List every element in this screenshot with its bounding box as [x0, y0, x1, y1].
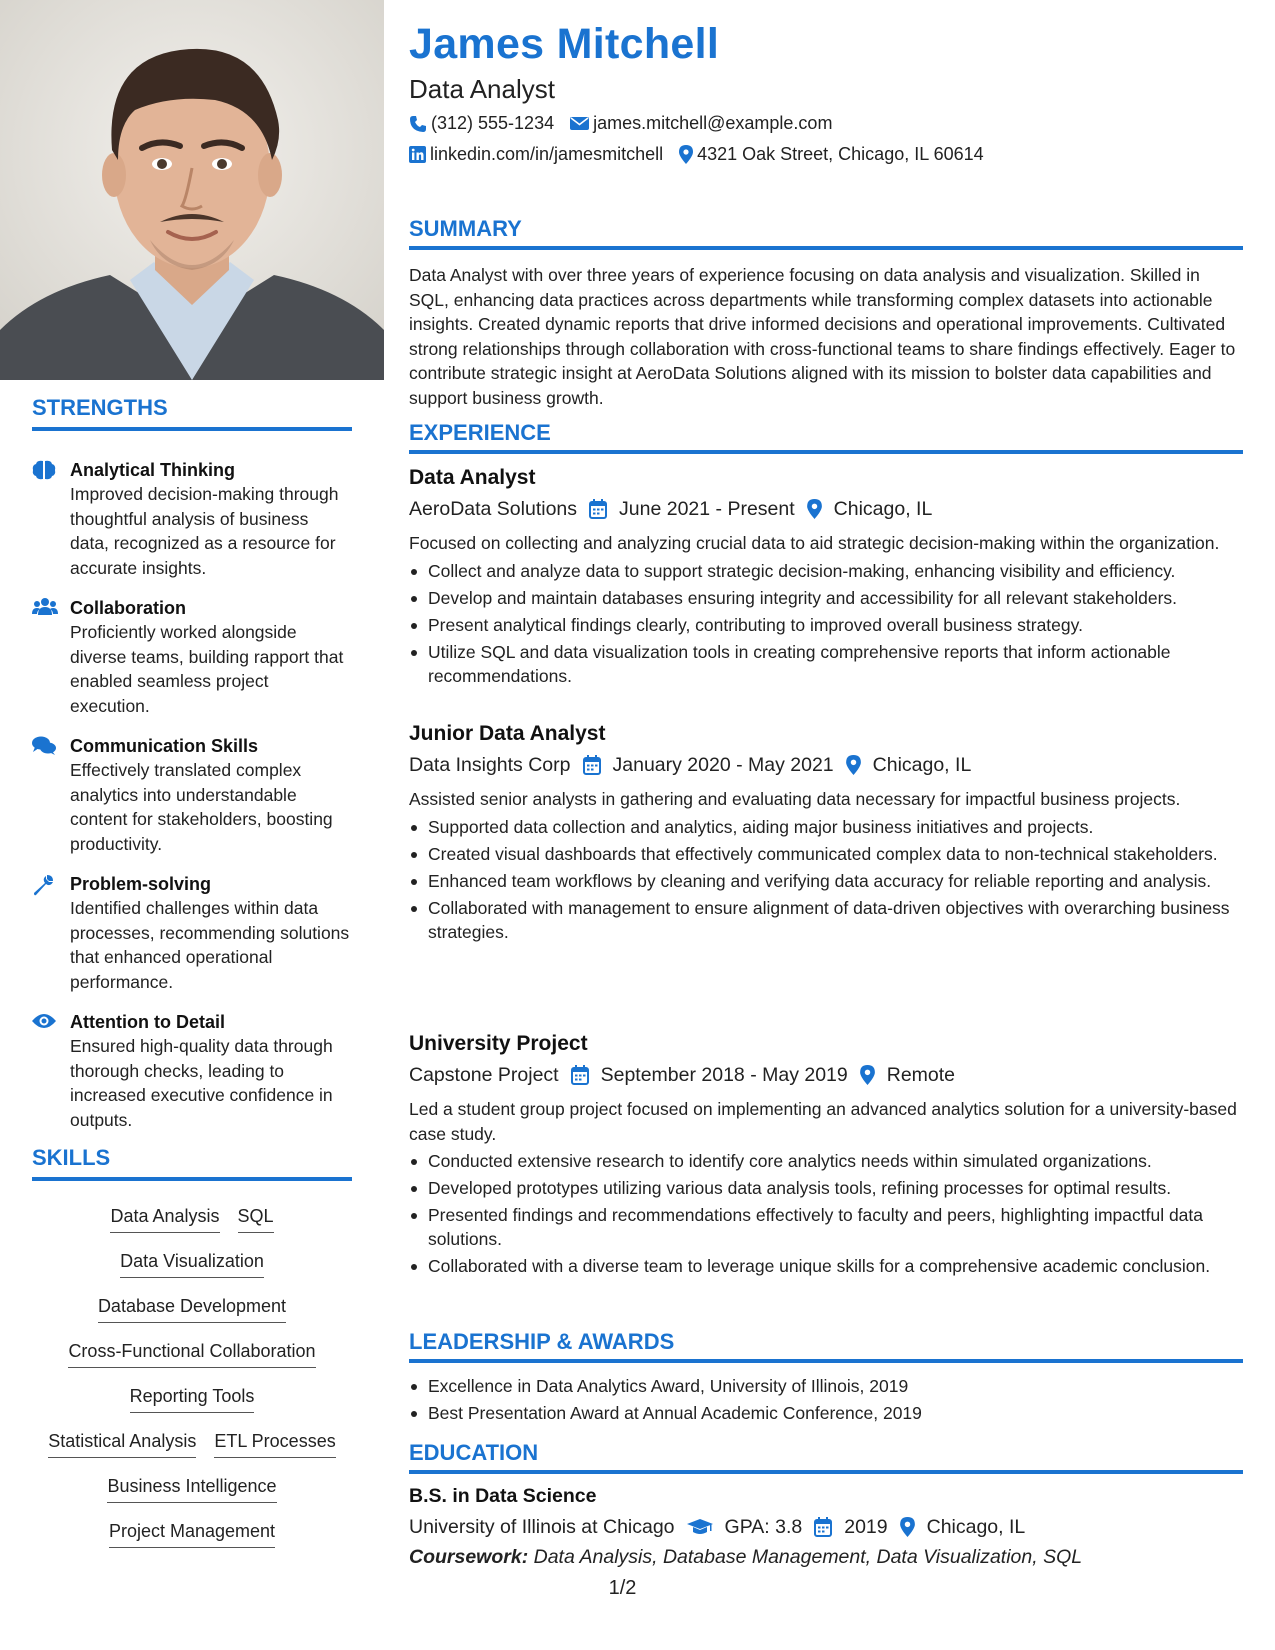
summary-text: Data Analyst with over three years of experience focusing on data analysis and visualization. Skilled in SQL, enhancing data practices across departments while transforming complex datasets into actionable insights. Created dynamic reports that drive informed decisions and operational improvements. Cultivated strong relationships through collaboration with cross-functional teams to share findings effectively. Eager to contribute strategic insight at AeroData Solutions aligned with its mission to bolster data capabilities and support business growth. [409, 265, 1236, 408]
company-name: Capstone Project [409, 1064, 559, 1086]
job-bullet: Created visual dashboards that effectively communicated complex data to non-technical stakeholders. [409, 842, 1243, 866]
job-title: University Project [409, 1032, 588, 1055]
job-location: Chicago, IL [833, 498, 933, 520]
calendar-icon [814, 1517, 832, 1537]
users-icon [32, 596, 70, 718]
strength-title: Communication Skills [70, 736, 259, 756]
job-bullet: Supported data collection and analytics, aiding major business initiatives and projects. [409, 815, 1243, 839]
job-bullets [409, 1149, 1243, 1278]
profile-photo-illustration [0, 0, 384, 380]
experience-heading: EXPERIENCE [409, 420, 1243, 454]
job-bullet: Presented findings and recommendations effectively to faculty and peers, highlighting impactful data solutions. [409, 1203, 1243, 1251]
candidate-name: James Mitchell [409, 20, 720, 68]
sidebar [0, 0, 384, 1650]
comments-icon [32, 734, 70, 856]
strength-title: Collaboration [70, 598, 186, 618]
envelope-icon [570, 116, 589, 131]
job-bullets [409, 559, 1243, 688]
skill-row [32, 1295, 352, 1340]
job-dates: January 2020 - May 2021 [612, 754, 834, 776]
graduation-cap-icon [687, 1518, 713, 1536]
job-bullet: Developed prototypes utilizing various data analysis tools, refining processes for optimal results. [409, 1176, 1243, 1200]
strength-item [32, 734, 352, 856]
job-bullet: Collect and analyze data to support strategic decision-making, enhancing visibility and efficiency. [409, 559, 1243, 583]
strength-item [32, 1010, 352, 1132]
job-meta [409, 752, 1243, 778]
skill-tag: Database Development [98, 1295, 286, 1323]
map-pin-icon [860, 1065, 875, 1085]
strength-title: Attention to Detail [70, 1012, 225, 1032]
skill-row [32, 1430, 352, 1475]
job-location: Chicago, IL [872, 754, 972, 776]
job-bullet: Develop and maintain databases ensuring integrity and accessibility for all relevant stakeholders. [409, 586, 1243, 610]
skill-row [32, 1250, 352, 1295]
candidate-role: Data Analyst [409, 74, 555, 104]
strength-title: Analytical Thinking [70, 460, 236, 480]
skill-row [32, 1385, 352, 1430]
skill-tag: Reporting Tools [130, 1385, 255, 1413]
school-name: University of Illinois at Chicago [409, 1516, 675, 1538]
gpa: GPA: 3.8 [724, 1516, 803, 1538]
skill-tag: Business Intelligence [107, 1475, 276, 1503]
job-bullet: Collaborated with management to ensure alignment of data-driven objectives with overarching business strategies. [409, 896, 1243, 944]
job-dates: June 2021 - Present [619, 498, 795, 520]
calendar-icon [571, 1065, 589, 1085]
strength-item [32, 872, 352, 994]
job-title: Data Analyst [409, 466, 536, 489]
map-pin-icon [900, 1517, 915, 1537]
calendar-icon [583, 755, 601, 775]
award-item: Excellence in Data Analytics Award, University of Illinois, 2019 [409, 1374, 1243, 1398]
page-number: 1/2 [608, 1577, 637, 1599]
award-item: Best Presentation Award at Annual Academic Conference, 2019 [409, 1401, 1243, 1425]
address-text: 4321 Oak Street, Chicago, IL 60614 [697, 144, 984, 164]
job-meta [409, 496, 1243, 522]
strength-item [32, 596, 352, 718]
skill-tag: Statistical Analysis [48, 1430, 196, 1458]
strengths-heading: STRENGTHS [32, 395, 352, 431]
strength-title: Problem-solving [70, 874, 212, 894]
company-name: Data Insights Corp [409, 754, 571, 776]
job-bullet: Enhanced team workflows by cleaning and verifying data accuracy for reliable reporting and analysis. [409, 869, 1243, 893]
company-name: AeroData Solutions [409, 498, 578, 520]
address-contact [679, 144, 984, 165]
education-heading: EDUCATION [409, 1440, 1243, 1474]
skill-tag: Data Analysis [110, 1205, 219, 1233]
job-entry [409, 1030, 1243, 1278]
job-title: Junior Data Analyst [409, 722, 606, 745]
linkedin-contact[interactable] [409, 144, 663, 165]
job-entry [409, 720, 1243, 944]
phone-contact[interactable] [409, 113, 554, 134]
education-entry [409, 1482, 1243, 1569]
phone-text: (312) 555-1234 [431, 113, 555, 133]
awards-heading: LEADERSHIP & AWARDS [409, 1329, 1243, 1363]
wrench-icon [32, 872, 70, 994]
job-meta [409, 1062, 1243, 1088]
job-location: Remote [886, 1064, 956, 1086]
phone-icon [409, 115, 427, 133]
job-description: Led a student group project focused on implementing an advanced analytics solution for a university-based case study. [409, 1099, 1237, 1144]
job-bullet: Present analytical findings clearly, contributing to improved overall business strategy. [409, 613, 1243, 637]
map-pin-icon [679, 145, 693, 164]
graduation-year: 2019 [844, 1516, 888, 1538]
skill-tag: SQL [238, 1205, 274, 1233]
strength-description: Proficiently worked alongside diverse teams, building rapport that enabled seamless project execution. [70, 622, 344, 716]
skill-row [32, 1205, 352, 1250]
skill-row [32, 1475, 352, 1520]
skills-list [32, 1205, 352, 1565]
summary-heading: SUMMARY [409, 216, 1243, 250]
job-dates: September 2018 - May 2019 [600, 1064, 848, 1086]
job-description: Focused on collecting and analyzing crucial data to aid strategic decision-making within the organization. [409, 533, 1220, 553]
coursework [409, 1546, 1243, 1569]
skill-row [32, 1520, 352, 1565]
degree-title: B.S. in Data Science [409, 1485, 597, 1507]
email-contact[interactable] [570, 113, 832, 134]
eye-icon [32, 1010, 70, 1132]
map-pin-icon [846, 755, 861, 775]
email-text: james.mitchell@example.com [593, 113, 833, 133]
skill-tag: Data Visualization [120, 1250, 264, 1278]
contact-row-1 [409, 113, 832, 134]
skill-tag: Project Management [109, 1520, 275, 1548]
job-bullet: Conducted extensive research to identify core analytics needs within simulated organizations. [409, 1149, 1243, 1173]
strength-item [32, 458, 352, 580]
coursework-label: Coursework: [409, 1546, 529, 1568]
profile-photo [0, 0, 384, 380]
education-meta [409, 1514, 1243, 1540]
job-entry [409, 464, 1243, 688]
linkedin-icon [409, 146, 426, 163]
strength-description: Ensured high-quality data through thorough checks, leading to increased executive confidence in outputs. [70, 1036, 333, 1130]
job-bullets [409, 815, 1243, 944]
contact-row-2 [409, 144, 984, 165]
skills-heading: SKILLS [32, 1145, 352, 1181]
strength-description: Effectively translated complex analytics into understandable content for stakeholders, boosting productivity. [70, 760, 333, 854]
skill-row [32, 1340, 352, 1385]
job-description: Assisted senior analysts in gathering and evaluating data necessary for impactful business projects. [409, 789, 1181, 809]
coursework-list: Data Analysis, Database Management, Data Visualization, SQL [533, 1546, 1083, 1568]
brain-icon [32, 458, 70, 580]
job-bullet: Collaborated with a diverse team to leverage unique skills for a comprehensive academic conclusion. [409, 1254, 1243, 1278]
map-pin-icon [807, 499, 822, 519]
calendar-icon [589, 499, 607, 519]
strengths-list [32, 458, 352, 1148]
awards-list [409, 1371, 1243, 1425]
linkedin-text: linkedin.com/in/jamesmitchell [430, 144, 664, 164]
school-location: Chicago, IL [926, 1516, 1026, 1538]
job-bullet: Utilize SQL and data visualization tools in creating comprehensive reports that inform actionable recommendations. [409, 640, 1243, 688]
skill-tag: ETL Processes [214, 1430, 335, 1458]
strength-description: Improved decision-making through thoughtful analysis of business data, recognized as a resource for accurate insights. [70, 484, 339, 578]
skill-tag: Cross-Functional Collaboration [68, 1340, 315, 1368]
strength-description: Identified challenges within data processes, recommending solutions that enhanced operational performance. [70, 898, 350, 992]
